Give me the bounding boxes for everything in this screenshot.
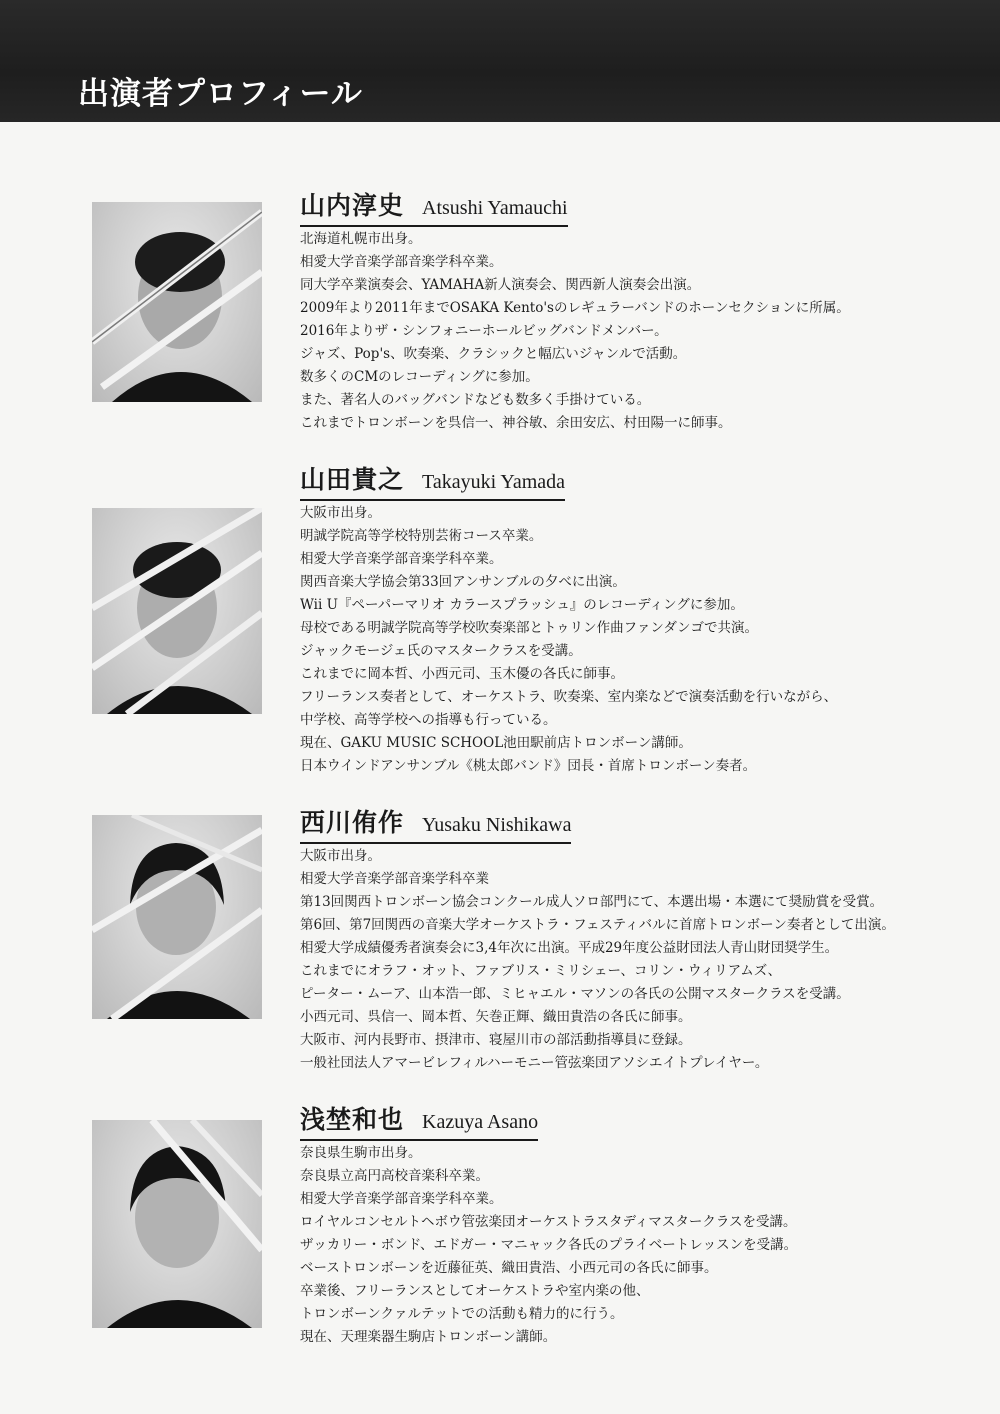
portrait-photo xyxy=(92,815,262,1019)
bio-line: 現在、天理楽器生駒店トロンボーン講師。 xyxy=(300,1329,557,1345)
bio-line: これまでトロンボーンを呉信一、神谷敏、余田安広、村田陽一に師事。 xyxy=(300,415,732,431)
bio-line: これまでに岡本哲、小西元司、玉木優の各氏に師事。 xyxy=(300,666,624,682)
bio-line: 相愛大学音楽学部音楽学科卒業。 xyxy=(300,254,503,270)
name-japanese: 浅埜和也 xyxy=(300,1105,405,1134)
name-english: Yusaku Nishikawa xyxy=(422,814,572,836)
bio-line: ジャズ、Pop's、吹奏楽、クラシックと幅広いジャンルで活動。 xyxy=(300,346,687,362)
portrait-photo xyxy=(92,1120,262,1328)
bio-line: 小西元司、呉信一、岡本哲、矢巻正輝、織田貴浩の各氏に師事。 xyxy=(300,1009,692,1025)
profile-name xyxy=(300,803,571,844)
bio-line: 卒業後、フリーランスとしてオーケストラや室内楽の他、 xyxy=(300,1283,650,1299)
bio-line: 2009年より2011年までOSAKA Kento'sのレギュラーバンドのホーンセクションに所属。 xyxy=(300,300,850,316)
bio-line: 母校である明誠学院高等学校吹奏楽部とトゥリン作曲ファンダンゴで共演。 xyxy=(300,620,758,636)
bio-line: 明誠学院高等学校特別芸術コース卒業。 xyxy=(300,528,543,544)
bio-line: 奈良県生駒市出身。 xyxy=(300,1145,422,1161)
bio-line: 奈良県立高円高校音楽科卒業。 xyxy=(300,1168,489,1184)
portrait-photo xyxy=(92,508,262,714)
bio-line: 同大学卒業演奏会、YAMAHA新人演奏会、関西新人演奏会出演。 xyxy=(300,277,701,293)
bio-line: 関西音楽大学協会第33回アンサンブルの夕べに出演。 xyxy=(300,574,626,590)
bio-line: 相愛大学音楽学部音楽学科卒業。 xyxy=(300,1191,503,1207)
bio-line: 第13回関西トロンボーン協会コンクール成人ソロ部門にて、本選出場・本選にて奨励賞を受賞。 xyxy=(300,894,884,910)
bio-line: フリーランス奏者として、オーケストラ、吹奏楽、室内楽などで演奏活動を行いながら、 xyxy=(300,689,838,705)
bio-line: Wii U『ペーパーマリオ カラースプラッシュ』のレコーディングに参加。 xyxy=(300,597,744,613)
bio-line: ザッカリー・ボンド、エドガー・マニャック各氏のプライベートレッスンを受講。 xyxy=(300,1237,798,1253)
bio-line: 大阪市、河内長野市、摂津市、寝屋川市の部活動指導員に登録。 xyxy=(300,1032,692,1048)
page-header xyxy=(0,0,1000,122)
bio-text xyxy=(300,228,850,435)
bio-line: 相愛大学音楽学部音楽学科卒業。 xyxy=(300,551,503,567)
name-japanese: 西川侑作 xyxy=(300,808,405,837)
bio-line: 北海道札幌市出身。 xyxy=(300,231,422,247)
profile-name xyxy=(300,460,565,501)
bio-line: 一般社団法人アマービレフィルハーモニー管弦楽団アソシエイトプレイヤー。 xyxy=(300,1055,769,1071)
name-english: Atsushi Yamauchi xyxy=(422,197,568,219)
bio-line: 中学校、高等学校への指導も行っている。 xyxy=(300,712,557,728)
name-english: Kazuya Asano xyxy=(422,1111,539,1133)
bio-line: また、著名人のバッグバンドなども数多く手掛けている。 xyxy=(300,392,651,408)
bio-line: ジャックモージェ氏のマスタークラスを受講。 xyxy=(300,643,582,659)
bio-line: 相愛大学成績優秀者演奏会に3,4年次に出演。平成29年度公益財団法人青山財団奨学生。 xyxy=(300,940,839,956)
bio-line: 大阪市出身。 xyxy=(300,848,381,864)
page-title: 出演者プロフィール xyxy=(78,76,363,112)
bio-line: ピーター・ムーア、山本浩一郎、ミヒャエル・マソンの各氏の公開マスタークラスを受講。 xyxy=(300,986,850,1002)
bio-line: これまでにオラフ・オット、ファブリス・ミリシェー、コリン・ウィリアムズ、 xyxy=(300,963,782,979)
name-japanese: 山田貴之 xyxy=(300,465,405,494)
bio-line: 相愛大学音楽学部音楽学科卒業 xyxy=(300,871,489,887)
name-english: Takayuki Yamada xyxy=(422,471,566,493)
portrait-photo xyxy=(92,202,262,402)
bio-line: 日本ウインドアンサンブル《桃太郎バンド》団長・首席トロンボーン奏者。 xyxy=(300,758,757,774)
bio-line: トロンボーンクァルテットでの活動も精力的に行う。 xyxy=(300,1306,624,1322)
bio-line: 現在、GAKU MUSIC SCHOOL池田駅前店トロンボーン講師。 xyxy=(300,735,692,751)
bio-line: ベーストロンボーンを近藤征英、織田貴浩、小西元司の各氏に師事。 xyxy=(300,1260,718,1276)
bio-line: 大阪市出身。 xyxy=(300,505,381,521)
bio-text xyxy=(300,1142,797,1349)
name-japanese: 山内淳史 xyxy=(300,191,405,220)
bio-text xyxy=(300,845,895,1075)
bio-line: 2016年よりザ・シンフォニーホールビッグバンドメンバー。 xyxy=(300,323,668,339)
bio-line: 第6回、第7回関西の音楽大学オーケストラ・フェスティバルに首席トロンボーン奏者として出演。 xyxy=(300,917,895,933)
bio-text xyxy=(300,502,837,778)
bio-line: ロイヤルコンセルトヘボウ管弦楽団オーケストラスタディマスタークラスを受講。 xyxy=(300,1214,797,1230)
profile-name xyxy=(300,186,568,227)
bio-line: 数多くのCMのレコーディングに参加。 xyxy=(300,369,539,385)
profile-name xyxy=(300,1100,538,1141)
